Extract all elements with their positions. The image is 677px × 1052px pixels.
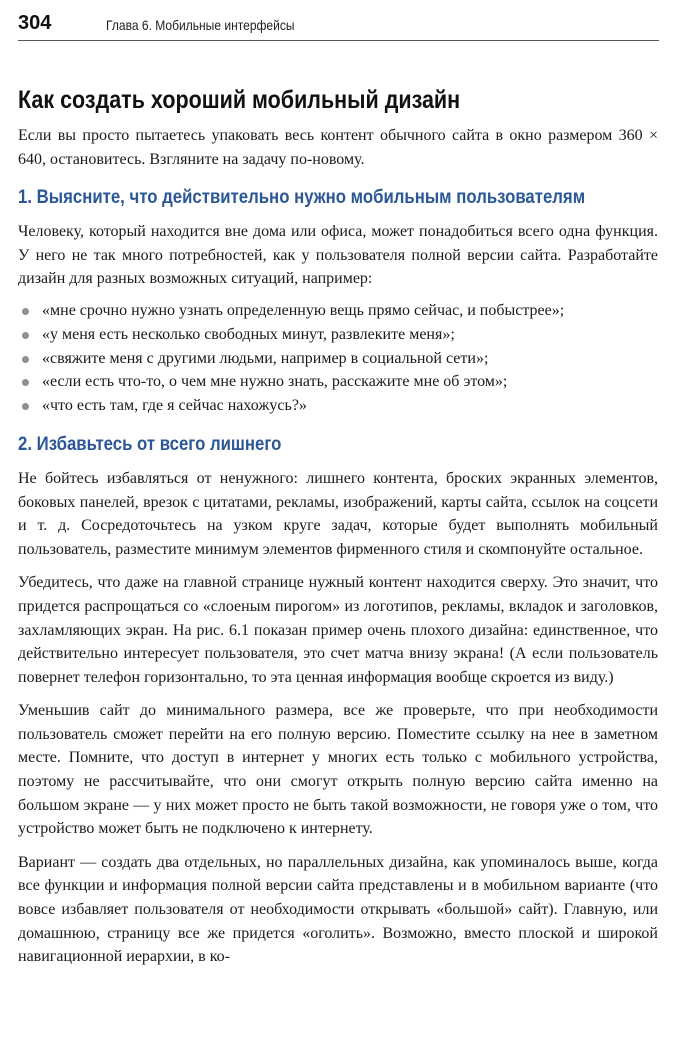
page-content bbox=[18, 84, 658, 979]
list-item-text: «если есть что-то, о чем мне нужно знать, расскажите мне об этом»; bbox=[42, 373, 508, 391]
subsection-title-2: 2. Избавьтесь от всего лишнего bbox=[18, 432, 282, 455]
bullet-icon bbox=[22, 379, 29, 386]
subsection-title-1: 1. Выясните, что действительно нужно мобильным пользователям bbox=[18, 186, 586, 209]
subsection-1-paragraph: Человеку, который находится вне дома или офиса, может понадобиться всего одна функция. У него не так много потребностей, как у пользователя полной версии сайта. Разработайте дизайн для разных возможных ситуаций, например: bbox=[18, 223, 658, 288]
subsection-2-paragraph-3: Уменьшив сайт до минимального размера, все же проверьте, что при необходимости пользователь сможет перейти на его полную версию. Поместите ссылку на нее в заметном месте. Помните, что доступ в интернет у многих есть только с мобильного устройства, поэтому не рассчитывайте, что они смогут открыть полную версию сайта именно на большом экране — у них может просто не быть такой возможности, не говоря уже о том, что устройство может быть не подключено к интернету. bbox=[18, 702, 658, 838]
list-item-text: «у меня есть несколько свободных минут, развлеките меня»; bbox=[42, 325, 455, 343]
bullet-icon bbox=[22, 356, 29, 363]
list-item-text: «свяжите меня с другими людьми, например в социальной сети»; bbox=[42, 349, 489, 367]
bullet-icon bbox=[22, 403, 29, 410]
list-item bbox=[18, 323, 658, 347]
list-item-text: «что есть там, где я сейчас нахожусь?» bbox=[42, 397, 307, 415]
section-intro: Если вы просто пытаетесь упаковать весь контент обычного сайта в окно размером 360 × 640, остановитесь. Взгляните на задачу по-новому. bbox=[18, 127, 658, 168]
running-header bbox=[18, 8, 659, 41]
list-item bbox=[18, 394, 658, 418]
bullet-icon bbox=[22, 308, 29, 315]
user-situations-list bbox=[18, 299, 658, 418]
bullet-icon bbox=[22, 332, 29, 339]
list-item bbox=[18, 370, 658, 394]
section-title: Как создать хороший мобильный дизайн bbox=[18, 86, 461, 114]
subsection-2-paragraph-2: Убедитесь, что даже на главной странице нужный контент находится сверху. Это значит, что придется распрощаться со «слоеным пирогом» из логотипов, рекламы, вкладок и заголовков, захламляющих экран. На рис. 6.1 показан пример очень плохого дизайна: единственное, что действительно интересует пользователя, это счет матча внизу экрана! (А если пользователь повернет телефон горизонтально, то эта ценная информация вообще скроется из виду.) bbox=[18, 574, 658, 686]
list-item bbox=[18, 347, 658, 371]
chapter-title: Глава 6. Мобильные интерфейсы bbox=[106, 17, 295, 33]
subsection-2-paragraph-1: Не бойтесь избавляться от ненужного: лишнего контента, броских экранных элементов, боковых панелей, врезок с цитатами, рекламы, изображений, карты сайта, ссылок на соцсети и т. д. Сосредоточьтесь на узком круге задач, которые будет выполнять мобильный пользователь, разместите минимум элементов фирменного стиля и скомпонуйте остальное. bbox=[18, 469, 658, 558]
list-item-text: «мне срочно нужно узнать определенную вещь прямо сейчас, и побыстрее»; bbox=[42, 301, 565, 319]
list-item bbox=[18, 299, 658, 323]
subsection-2-paragraph-4: Вариант — создать два отдельных, но параллельных дизайна, как упоминалось выше, когда все функции и информация полной версии сайта представлены и в мобильном варианте (что вовсе избавляет пользователя от необходимости открывать «большой» сайт). Главную, или домашнюю, страницу все же придется «оголить». Возможно, вместо плоской и широкой навигационной иерархии, в ко- bbox=[18, 853, 658, 966]
page-number: 304 bbox=[18, 12, 52, 34]
